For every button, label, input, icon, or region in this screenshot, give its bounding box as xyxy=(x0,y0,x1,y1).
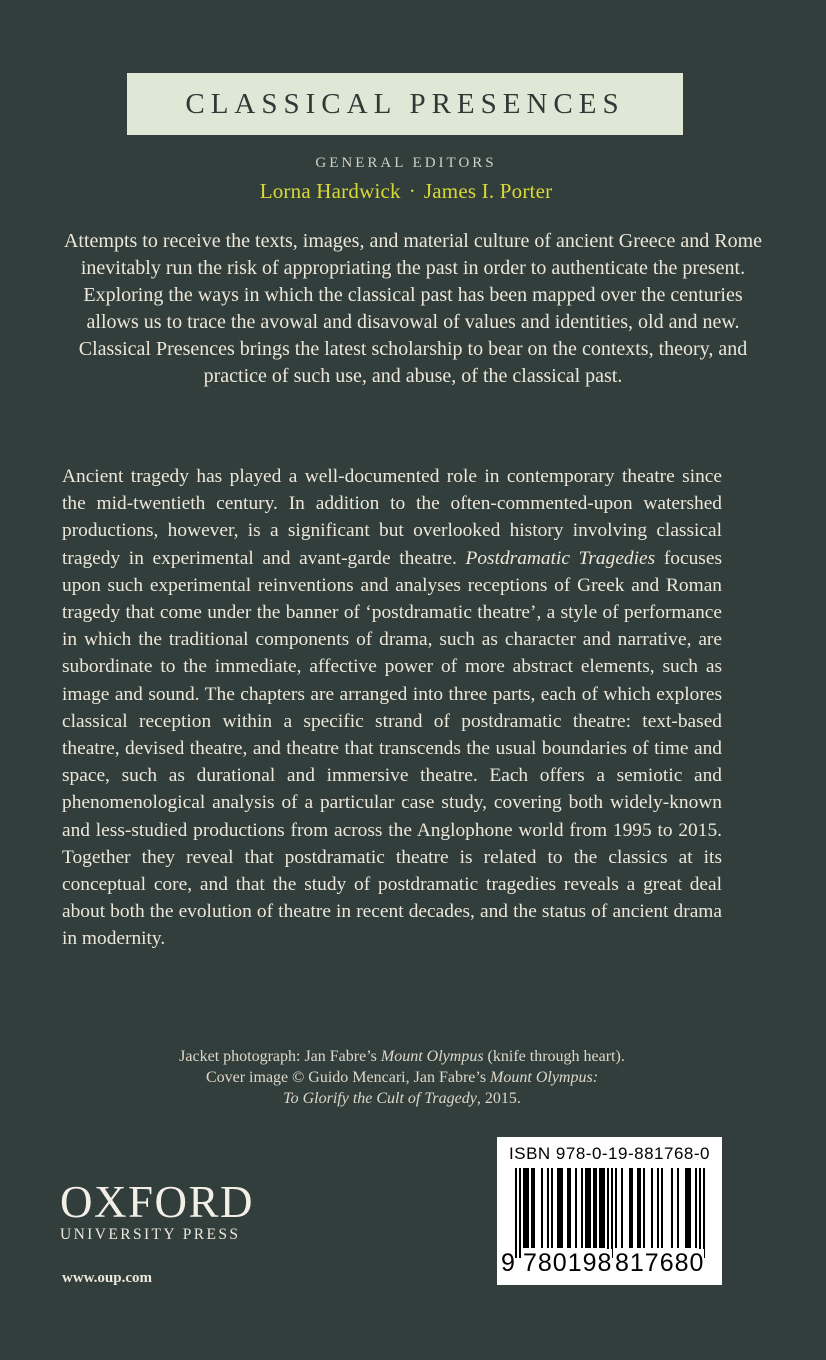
barcode-bar xyxy=(637,1168,639,1248)
barcode-bar xyxy=(559,1168,561,1248)
barcode-bar xyxy=(629,1168,631,1248)
barcode-bar xyxy=(589,1168,591,1248)
blurb-part-1: Ancient tragedy has played a well-documented role in contemporary theatre since the mid-twentieth century. In addition to the often-commented-upon watershed productions, however, is a significant but overlooked history involving classical tragedy in experimental and avant-garde theatre. xyxy=(62,466,722,569)
credit-line-2 xyxy=(62,1067,742,1088)
barcode-bar xyxy=(661,1168,663,1248)
barcode-bar xyxy=(587,1168,589,1248)
credit-line-2-prefix: Cover image © Guido Mencari, Jan Fabre’s xyxy=(205,1069,491,1086)
credit-line-1-suffix: (knife through heart). xyxy=(483,1048,625,1065)
credit-line-3-title: To Glorify the Cult of Tragedy xyxy=(283,1090,477,1107)
credit-line-3-suffix: , 2015. xyxy=(476,1090,521,1107)
isbn-label: ISBN 978-0-19-881768-0 xyxy=(509,1144,710,1163)
barcode-bar xyxy=(547,1168,549,1248)
credit-line-3 xyxy=(62,1088,742,1109)
series-title-box xyxy=(127,73,683,135)
barcode-bar xyxy=(685,1168,687,1248)
barcode-bar xyxy=(699,1168,701,1258)
barcode-bar xyxy=(527,1168,529,1248)
barcode-bar xyxy=(615,1168,617,1248)
book-title: Postdramatic Tragedies xyxy=(465,547,656,569)
barcode-bar xyxy=(611,1168,613,1258)
barcode-bar xyxy=(557,1168,559,1248)
series-description: Attempts to receive the texts, images, and material culture of ancient Greece and Rome inevitably run the risk of appropriating the past in order to authenticate the present. Exploring the ways in which the classical past has been mapped over the centuries allows us to trace the avowal and disavowal of values and identities, old and new. Classical Presences brings the latest scholarship to bear on the contexts, theory, and practice of such use, and abuse, of the classical past. xyxy=(63,230,763,387)
barcode-bar xyxy=(651,1168,653,1248)
barcode-bar xyxy=(689,1168,691,1248)
barcode-bar xyxy=(695,1168,697,1248)
barcode-bar xyxy=(677,1168,679,1248)
barcode-bar xyxy=(567,1168,569,1248)
credit-line-1-title: Mount Olympus xyxy=(380,1048,484,1065)
barcode-bar xyxy=(595,1168,597,1248)
barcode-bar xyxy=(687,1168,689,1248)
book-blurb xyxy=(62,463,722,953)
barcode-bar xyxy=(585,1168,587,1248)
barcode-digits-left: 780198 xyxy=(523,1249,613,1277)
barcode-bar xyxy=(569,1168,571,1248)
editor-name-1: Lorna Hardwick xyxy=(259,179,401,203)
barcode-bar xyxy=(533,1168,535,1248)
credit-line-1-prefix: Jacket photograph: Jan Fabre’s xyxy=(179,1048,381,1065)
barcode-bar xyxy=(561,1168,563,1248)
barcode-bar xyxy=(703,1168,705,1258)
series-title: CLASSICAL PRESENCES xyxy=(185,87,625,120)
editor-name-2: James I. Porter xyxy=(423,179,553,203)
barcode-bar xyxy=(531,1168,533,1248)
publisher-url: www.oup.com xyxy=(62,1270,153,1286)
general-editors-label: GENERAL EDITORS xyxy=(315,155,497,171)
barcode-bar xyxy=(541,1168,543,1248)
credit-line-2-title: Mount Olympus: xyxy=(490,1069,599,1086)
general-editors-names xyxy=(0,179,812,204)
barcode-bar xyxy=(621,1168,623,1248)
barcode-bar xyxy=(643,1168,645,1248)
blurb-part-2: focuses upon such experimental reinventions and analyses receptions of Greek and Roman tragedy that come under the banner of ‘postdramatic theatre’, a style of performance in which the traditional components of drama, such as character and narrative, are subordinate to the immediate, affective power of more abstract elements, such as image and sound. The chapters are arranged into three parts, each of which explores classical reception within a specific strand of postdramatic theatre: text-based theatre, devised theatre, and theatre that transcends the usual boundaries of time and space, such as durational and immersive theatre. Each offers a semiotic and phenomenological analysis of a particular case study, covering both widely-known and less-studied productions from across the Anglophone world from 1995 to 2015. Together they reveal that postdramatic theatre is related to the classics at its conceptual core, and that the study of postdramatic tragedies reveals a great deal about both the evolution of theatre in recent decades, and the status of ancient drama in modernity. xyxy=(62,547,722,950)
jacket-credits xyxy=(62,1046,742,1109)
barcode-bar xyxy=(593,1168,595,1248)
barcode-bar xyxy=(631,1168,633,1248)
barcode-bar xyxy=(551,1168,553,1248)
barcode-bar xyxy=(581,1168,583,1248)
barcode-bar xyxy=(607,1168,609,1258)
barcode-bar xyxy=(657,1168,659,1248)
barcode-bar xyxy=(599,1168,601,1248)
barcode-bar xyxy=(525,1168,527,1248)
credit-line-1 xyxy=(62,1046,742,1067)
publisher-name: OXFORD xyxy=(60,1177,255,1227)
barcode-bar xyxy=(603,1168,605,1248)
barcode-bars xyxy=(505,1168,714,1258)
barcode-bar xyxy=(671,1168,673,1248)
isbn-barcode xyxy=(497,1137,722,1285)
barcode-digit-lead: 9 xyxy=(501,1249,515,1277)
publisher-logo xyxy=(60,1177,320,1244)
barcode-bar xyxy=(639,1168,641,1248)
barcode-bar xyxy=(515,1168,517,1258)
barcode-digits-right: 817680 xyxy=(615,1249,705,1277)
publisher-subtitle: UNIVERSITY PRESS xyxy=(60,1226,241,1243)
barcode-bar xyxy=(601,1168,603,1248)
barcode-bar xyxy=(575,1168,577,1248)
barcode-bar xyxy=(519,1168,521,1258)
barcode-bar xyxy=(523,1168,525,1248)
editor-separator: · xyxy=(408,179,416,203)
